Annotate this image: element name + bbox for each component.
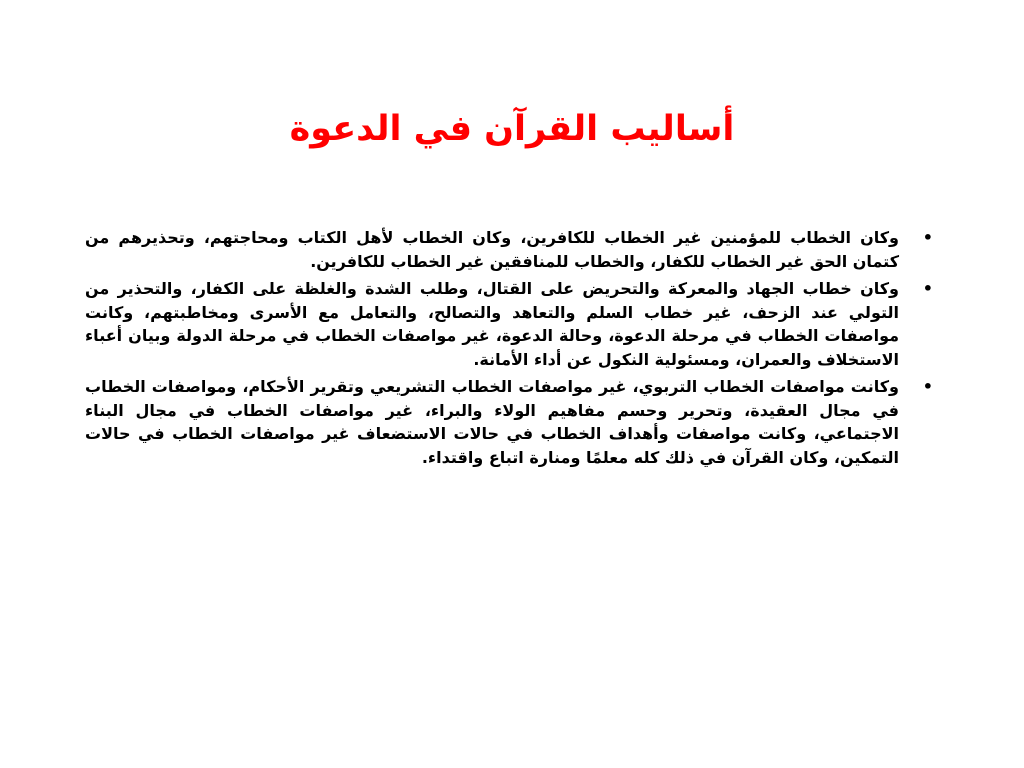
bullet-item (85, 277, 941, 371)
bullet-item (85, 226, 941, 273)
slide-title: أساليب القرآن في الدعوة (289, 109, 735, 149)
bullet-text: وكان الخطاب للمؤمنين غير الخطاب للكافرين، وكان الخطاب لأهل الكتاب ومحاجتهم، وتحذيرهم من كتمان الحق غير الخطاب للكفار، والخطاب للمنافقين غير الخطاب للكافرين. (85, 228, 899, 271)
bullet-text: وكانت مواصفات الخطاب التربوي، غير مواصفات الخطاب التشريعي وتقرير الأحكام، ومواصفات الخطاب في مجال العقيدة، وتحرير وحسم مفاهيم الولاء والبراء، غير مواصفات الخطاب في مجال البناء الاجتماعي، وكانت مواصفات وأهداف الخطاب في حالات الاستضعاف غير مواصفات الخطاب في حالات التمكين، وكان القرآن في ذلك كله معلمًا ومنارة اتباع واقتداء. (85, 377, 899, 467)
bullet-item (85, 375, 941, 469)
bullet-list (85, 226, 941, 473)
bullet-dot-icon: • (922, 228, 933, 247)
bullet-dot-icon: • (922, 377, 933, 396)
bullet-dot-icon: • (922, 279, 933, 298)
bullet-text: وكان خطاب الجهاد والمعركة والتحريض على القتال، وطلب الشدة والغلظة على الكفار، والتحذير من التولي عند الزحف، غير خطاب السلم والتعاهد والتصالح، والتعامل مع الأسرى ومخاطبتهم، وكانت مواصفات الخطاب في مرحلة الدعوة، وحالة الدعوة، غير مواصفات الخطاب في مرحلة الدولة وبيان أعباء الاستخلاف والعمران، ومسئولية النكول عن أداء الأمانة. (85, 279, 899, 369)
